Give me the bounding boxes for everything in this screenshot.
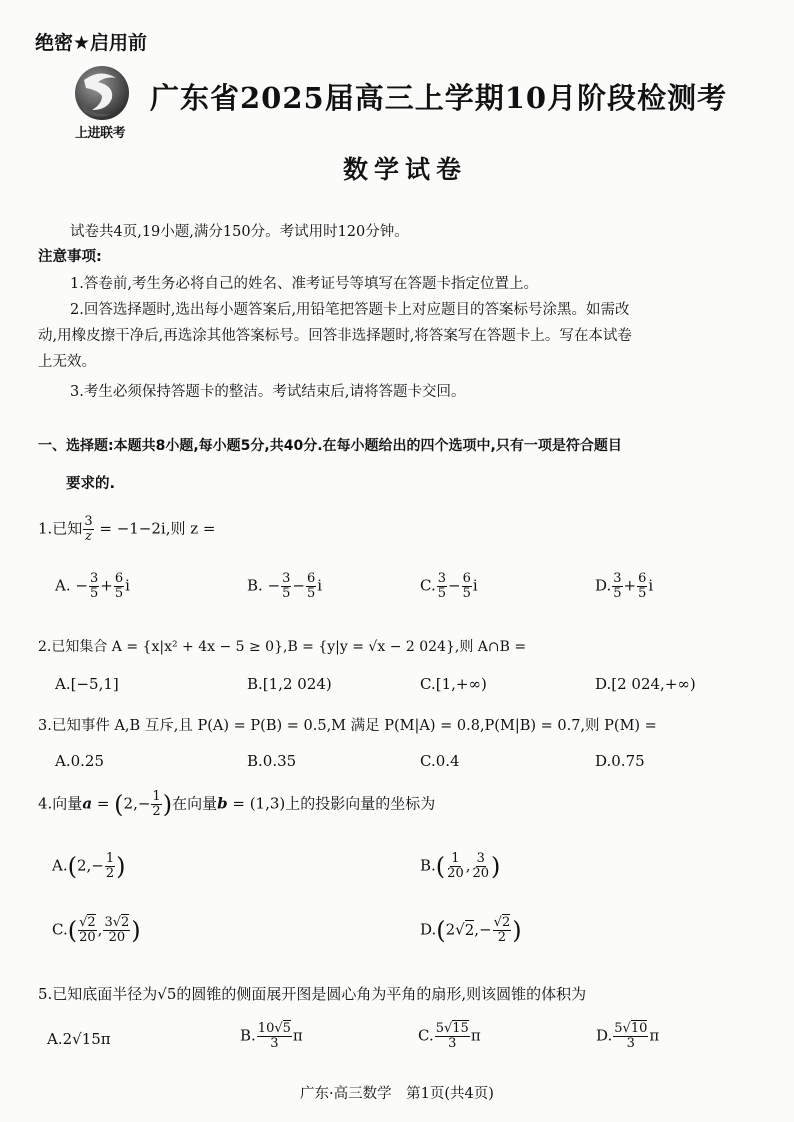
question-2-option-b[interactable]: B.[1,2 024) — [247, 675, 332, 693]
question-4-stem: 4.向量a = (2,− $\frac{1}{2}$ )在向量b = (1,3)上的投影向量的坐标为 — [38, 789, 436, 819]
question-1-option-c[interactable]: C. $\frac{3}{5}$ − $\frac{6}{5}$ i — [420, 571, 478, 601]
exam-subtitle: 数学试卷 — [343, 155, 468, 184]
question-1-option-a[interactable]: A. − $\frac{3}{5}$ + $\frac{6}{5}$ i — [55, 571, 130, 601]
question-5-option-a[interactable]: A.2√15π — [47, 1030, 111, 1048]
question-4-option-d[interactable]: D.(2√2,− $\frac{√2}{2}$ ) — [420, 915, 522, 945]
question-5-option-b[interactable]: B. $\frac{10√5}{3}$ π — [240, 1021, 303, 1051]
section-1-heading-cont: 要求的. — [66, 476, 116, 492]
confidential-label: 绝密★启用前 — [35, 32, 148, 54]
question-1-option-d[interactable]: D. $\frac{3}{5}$ + $\frac{6}{5}$ i — [595, 571, 654, 601]
question-5-option-c[interactable]: C. $\frac{5√15}{3}$ π — [418, 1021, 481, 1051]
question-3-option-c[interactable]: C.0.4 — [420, 752, 460, 770]
question-2-stem: 2.已知集合 A = {x|x² + 4x − 5 ≥ 0},B = {y|y = √x − 2 024},则 A∩B = — [38, 639, 527, 655]
question-2-option-d[interactable]: D.[2 024,+∞) — [595, 675, 696, 693]
question-4-option-b[interactable]: B.( $\frac{1}{20}$ , $\frac{3}{20}$ ) — [420, 851, 501, 881]
notice-item-2-cont: 动,用橡皮擦干净后,再选涂其他答案标号。回答非选择题时,将答案写在答题卡上。写在本试卷 — [38, 328, 632, 344]
question-1-stem: 1.已知 $\frac{3}{z}$ = −1−2i,则 z = — [38, 514, 216, 544]
notice-item-2: 2.回答选择题时,选出每小题答案后,用铅笔把答题卡上对应题目的答案标号涂黑。如需改 — [70, 302, 630, 318]
question-5-option-d[interactable]: D. $\frac{5√10}{3}$ π — [596, 1021, 660, 1051]
exam-logo — [62, 62, 138, 140]
notice-item-2-end: 上无效。 — [38, 354, 96, 370]
notice-item-3: 3.考生必须保持答题卡的整洁。考试结束后,请将答题卡交回。 — [70, 384, 466, 400]
question-5-stem: 5.已知底面半径为√5的圆锥的侧面展开图是圆心角为平角的扇形,则该圆锥的体积为 — [38, 985, 587, 1003]
question-3-option-b[interactable]: B.0.35 — [247, 752, 297, 770]
page-footer: 广东·高三数学 第1页(共4页) — [300, 1086, 494, 1102]
exam-info: 试卷共4页,19小题,满分150分。考试用时120分钟。 — [70, 224, 409, 240]
question-2-option-c[interactable]: C.[1,+∞) — [420, 675, 487, 693]
question-3-stem: 3.已知事件 A,B 互斥,且 P(A) = P(B) = 0.5,M 满足 P(M|A) = 0.8,P(M|B) = 0.7,则 P(M) = — [38, 718, 657, 734]
question-3-option-a[interactable]: A.0.25 — [55, 752, 104, 770]
section-1-heading: 一、选择题:本题共8小题,每小题5分,共40分.在每小题给出的四个选项中,只有一项是符合题目 — [38, 438, 622, 454]
question-4-option-a[interactable]: A.(2,− $\frac{1}{2}$ ) — [52, 851, 126, 881]
question-3-option-d[interactable]: D.0.75 — [595, 752, 645, 770]
question-2-option-a[interactable]: A.[−5,1] — [55, 675, 119, 693]
logo-emblem-icon — [62, 62, 138, 122]
question-4-option-c[interactable]: C.( $\frac{√2}{20}$ , $\frac{3√2}{20}$ ) — [52, 915, 141, 945]
notice-item-1: 1.答卷前,考生务必将自己的姓名、准考证号等填写在答题卡指定位置上。 — [70, 276, 538, 292]
notice-heading: 注意事项: — [38, 249, 102, 265]
question-1-option-b[interactable]: B. − $\frac{3}{5}$ − $\frac{6}{5}$ i — [247, 571, 323, 601]
exam-title: 广东省2025届高三上学期10月阶段检测考 — [150, 81, 728, 115]
logo-text: 上进联考 — [74, 126, 125, 141]
